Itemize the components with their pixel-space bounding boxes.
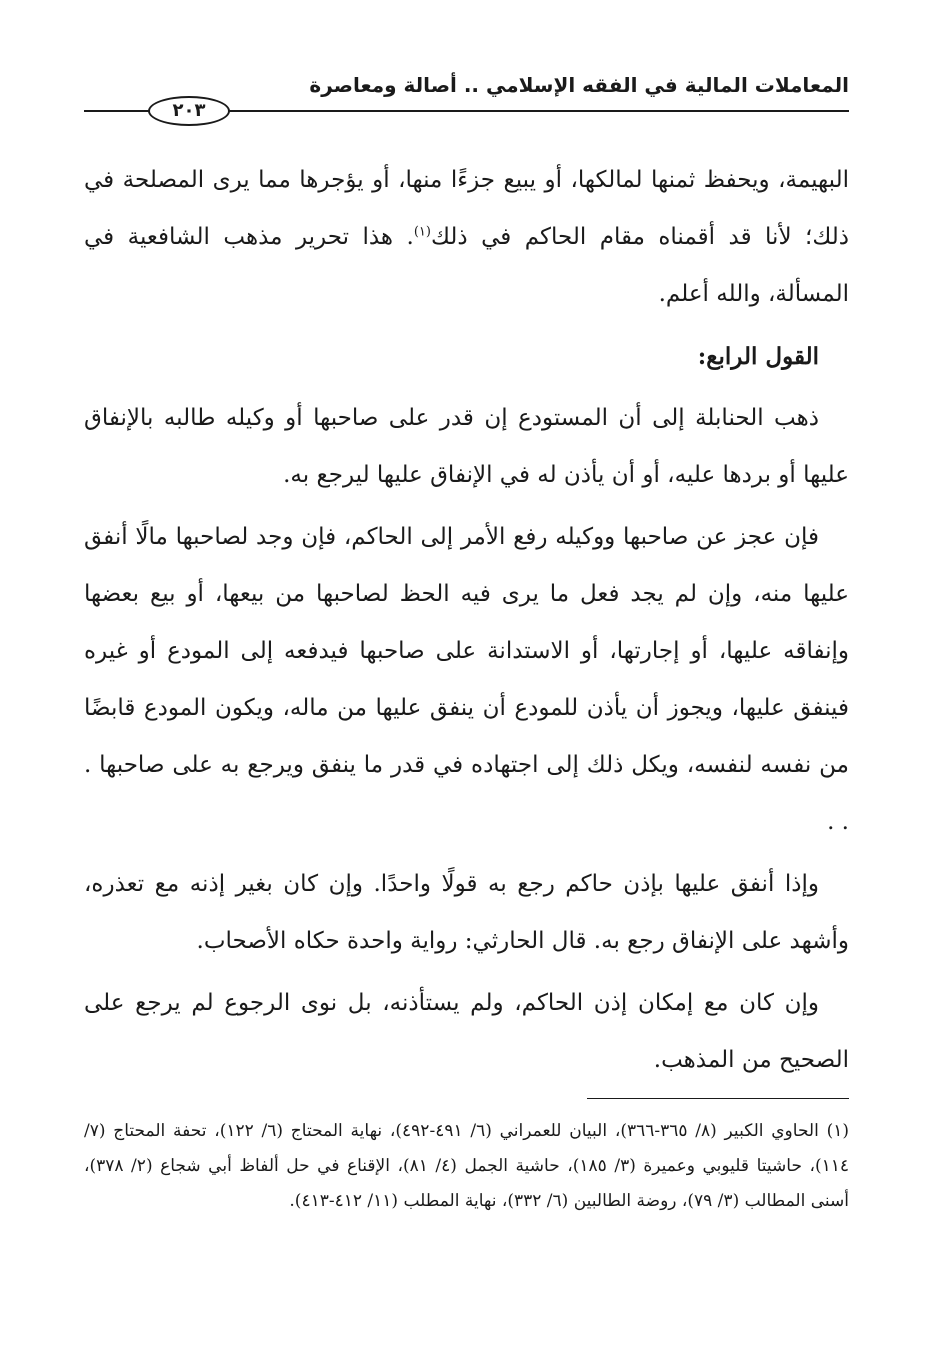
section-heading: القول الرابع: — [697, 343, 819, 370]
main-text — [84, 152, 849, 1094]
paragraph-5: وإن كان مع إمكان إذن الحاكم، ولم يستأذنه، بل نوى الرجوع لم يرجع على الصحيح من المذهب. — [84, 990, 849, 1073]
footnote-separator — [587, 1098, 849, 1099]
paragraph-3: فإن عجز عن صاحبها ووكيله رفع الأمر إلى الحاكم، فإن وجد لصاحبها مالًا أنفق عليها منه، وإن لم يجد فعل ما يرى فيه الحظ لصاحبها من بيعها، أو بيع بعضها وإنفاقه عليها، أو إجارتها، أو الاستدانة على صاحبها فيدفعه إلى المودع أو غيره فينفق عليها، ويجوز أن يأذن للمودع أن ينفق عليها من ماله، ويكون المودع قابضًا من نفسه لنفسه، ويكل ذلك إلى اجتهاده في قدر ما ينفق ويرجع به على صاحبها . . . — [84, 524, 849, 835]
paragraph-1-text: البهيمة، ويحفظ ثمنها لمالكها، أو يبيع جزءًا منها، أو يؤجرها مما يرى المصلحة في ذلك؛ لأنا قد أقمناه مقام الحاكم في ذلك — [84, 167, 849, 250]
paragraph-2: ذهب الحنابلة إلى أن المستودع إن قدر على صاحبها أو وكيله طالبه بالإنفاق عليها أو بردها عليه، أو أن يأذن له في الإنفاق عليها ليرجع به. — [84, 405, 849, 488]
paragraph-4: وإذا أنفق عليها بإذن حاكم رجع به قولًا واحدًا. وإن كان بغير إذنه مع تعذره، وأشهد على الإنفاق رجع به. قال الحارثي: رواية واحدة حكاه الأصحاب. — [84, 871, 849, 954]
paragraph-1 — [84, 152, 849, 323]
page-number-badge: ٢٠٣ — [148, 96, 230, 126]
running-header-title: المعاملات المالية في الفقه الإسلامي .. أصالة ومعاصرة — [309, 73, 849, 97]
footnote-1: (١) الحاوي الكبير (٨/ ٣٦٥-٣٦٦)، البيان للعمراني (٦/ ٤٩١-٤٩٢)، نهاية المحتاج (٦/ ١٢٢)، تحفة المحتاج (٧/ ١١٤)، حاشيتا قليوبي وعميرة (٣/ ١٨٥)، حاشية الجمل (٤/ ٨١)، الإقناع في حل ألفاظ أبي شجاع (٢/ ٣٧٨)، أسنى المطالب (٣/ ٧٩)، روضة الطالبين (٦/ ٣٣٢)، نهاية المطلب (١١/ ٤١٢-٤١٣). — [84, 1121, 850, 1211]
paragraph-1-tail: . هذا تحرير مذهب الشافعية في المسألة، والله أعلم. — [84, 224, 849, 307]
footnote-ref-1: (١) — [413, 224, 431, 240]
